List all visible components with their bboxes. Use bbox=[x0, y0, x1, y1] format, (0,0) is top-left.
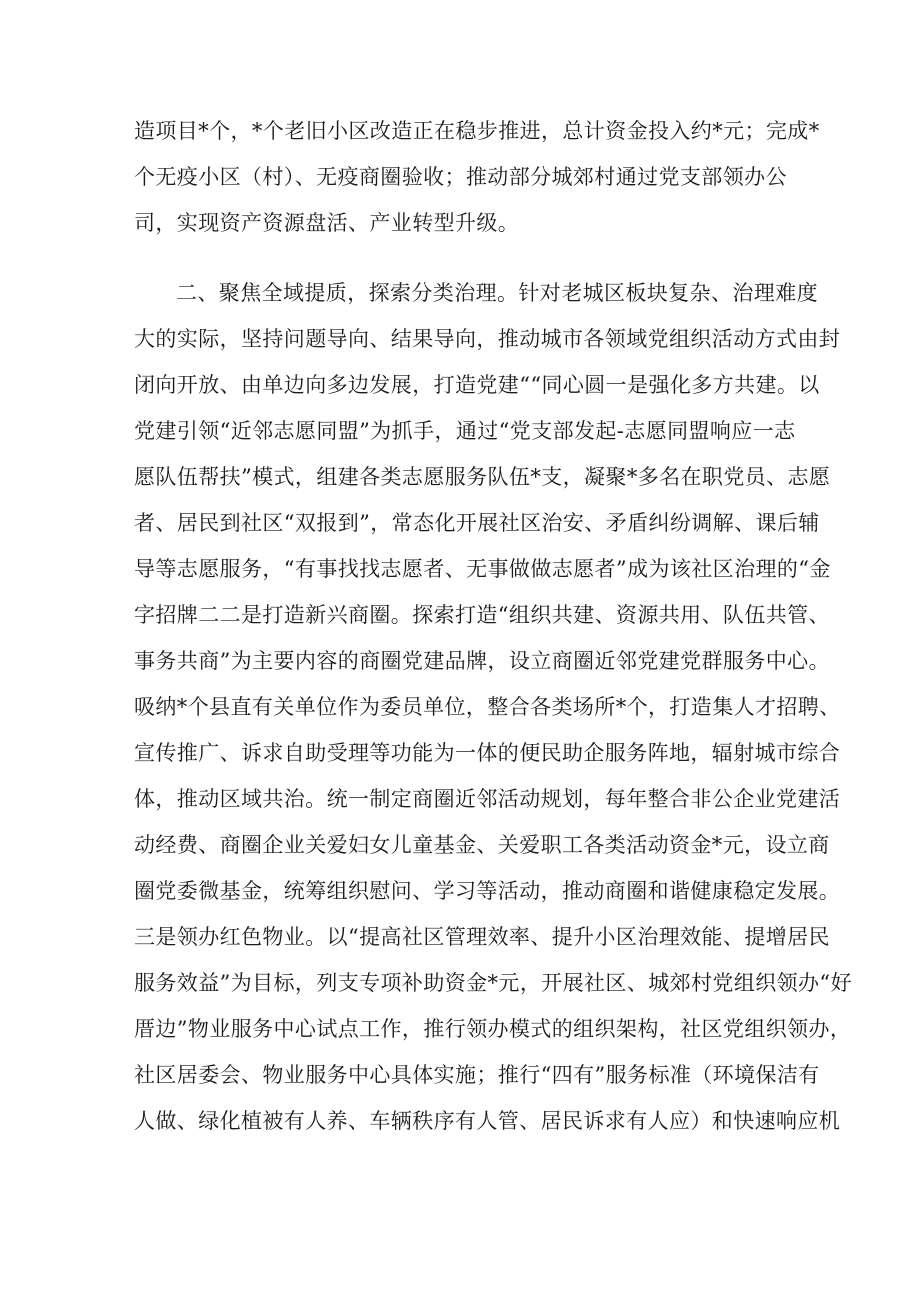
text-line: 事务共商”为主要内容的商圈党建品牌，设立商圈近邻党建党群服务中心。 bbox=[134, 649, 830, 673]
text-line: 吸纳*个县直有关单位作为委员单位，整合各类场所*个，打造集人才招聘、 bbox=[134, 695, 841, 719]
text-line: 造项目*个，*个老旧小区改造正在稳步推进，总计资金投入约*元；完成* bbox=[134, 119, 820, 143]
text-line: 愿队伍帮扶”模式，组建各类志愿服务队伍*支，凝聚*多名在职党员、志愿 bbox=[134, 465, 831, 489]
text-line: 闭向开放、由单边向多边发展，打造党建““同心圆一是强化多方共建。以 bbox=[134, 373, 820, 397]
text-line: 体，推动区域共治。统一制定商圈近邻活动规划，每年整合非公企业党建活 bbox=[134, 787, 841, 811]
text-line: 司，实现资产资源盘活、产业转型升级。 bbox=[134, 211, 520, 235]
text-line: 圈党委微基金，统筹组织慰问、学习等活动，推动商圈和谐健康稳定发展。 bbox=[134, 879, 841, 903]
text-line: 导等志愿服务，“有事找找志愿者、无事做做志愿者”成为该社区治理的“金 bbox=[134, 557, 831, 581]
text-line: 字招牌二二是打造新兴商圈。探索打造“组织共建、资源共用、队伍共管、 bbox=[134, 603, 830, 627]
text-line: 宣传推广、诉求自助受理等功能为一体的便民助企服务阵地，辐射城市综合 bbox=[134, 741, 841, 765]
text-line: 者、居民到社区“双报到”，常态化开展社区治安、矛盾纠纷调解、课后辅 bbox=[134, 511, 820, 535]
text-line: 三是领办红色物业。以“提高社区管理效率、提升小区治理效能、提增居民 bbox=[134, 925, 830, 949]
text-line: 厝边”物业服务中心试点工作，推行领办模式的组织架构，社区党组织领办， bbox=[134, 1017, 852, 1041]
text-line: 个无疫小区（村）、无疫商圈验收；推动部分城郊村通过党支部领办公 bbox=[134, 165, 787, 189]
text-line: 大的实际，坚持问题导向、结果导向，推动城市各领域党组织活动方式由封 bbox=[134, 327, 841, 351]
text-line: 党建引领“近邻志愿同盟”为抓手，通过“党支部发起-志愿同盟响应一志 bbox=[134, 419, 796, 443]
text-line: 社区居委会、物业服务中心具体实施；推行“四有”服务标准（环境保洁有 bbox=[134, 1063, 820, 1087]
text-line: 人做、绿化植被有人养、车辆秩序有人管、居民诉求有人应）和快速响应机 bbox=[134, 1109, 841, 1133]
text-line: 动经费、商圈企业关爱妇女儿童基金、关爱职工各类活动资金*元，设立商 bbox=[134, 833, 830, 857]
text-line: 服务效益”为目标，列支专项补助资金*元，开展社区、城郊村党组织领办“好 bbox=[134, 971, 852, 995]
text-line: 二、聚焦全域提质，探索分类治理。针对老城区板块复杂、治理难度 bbox=[176, 281, 818, 305]
